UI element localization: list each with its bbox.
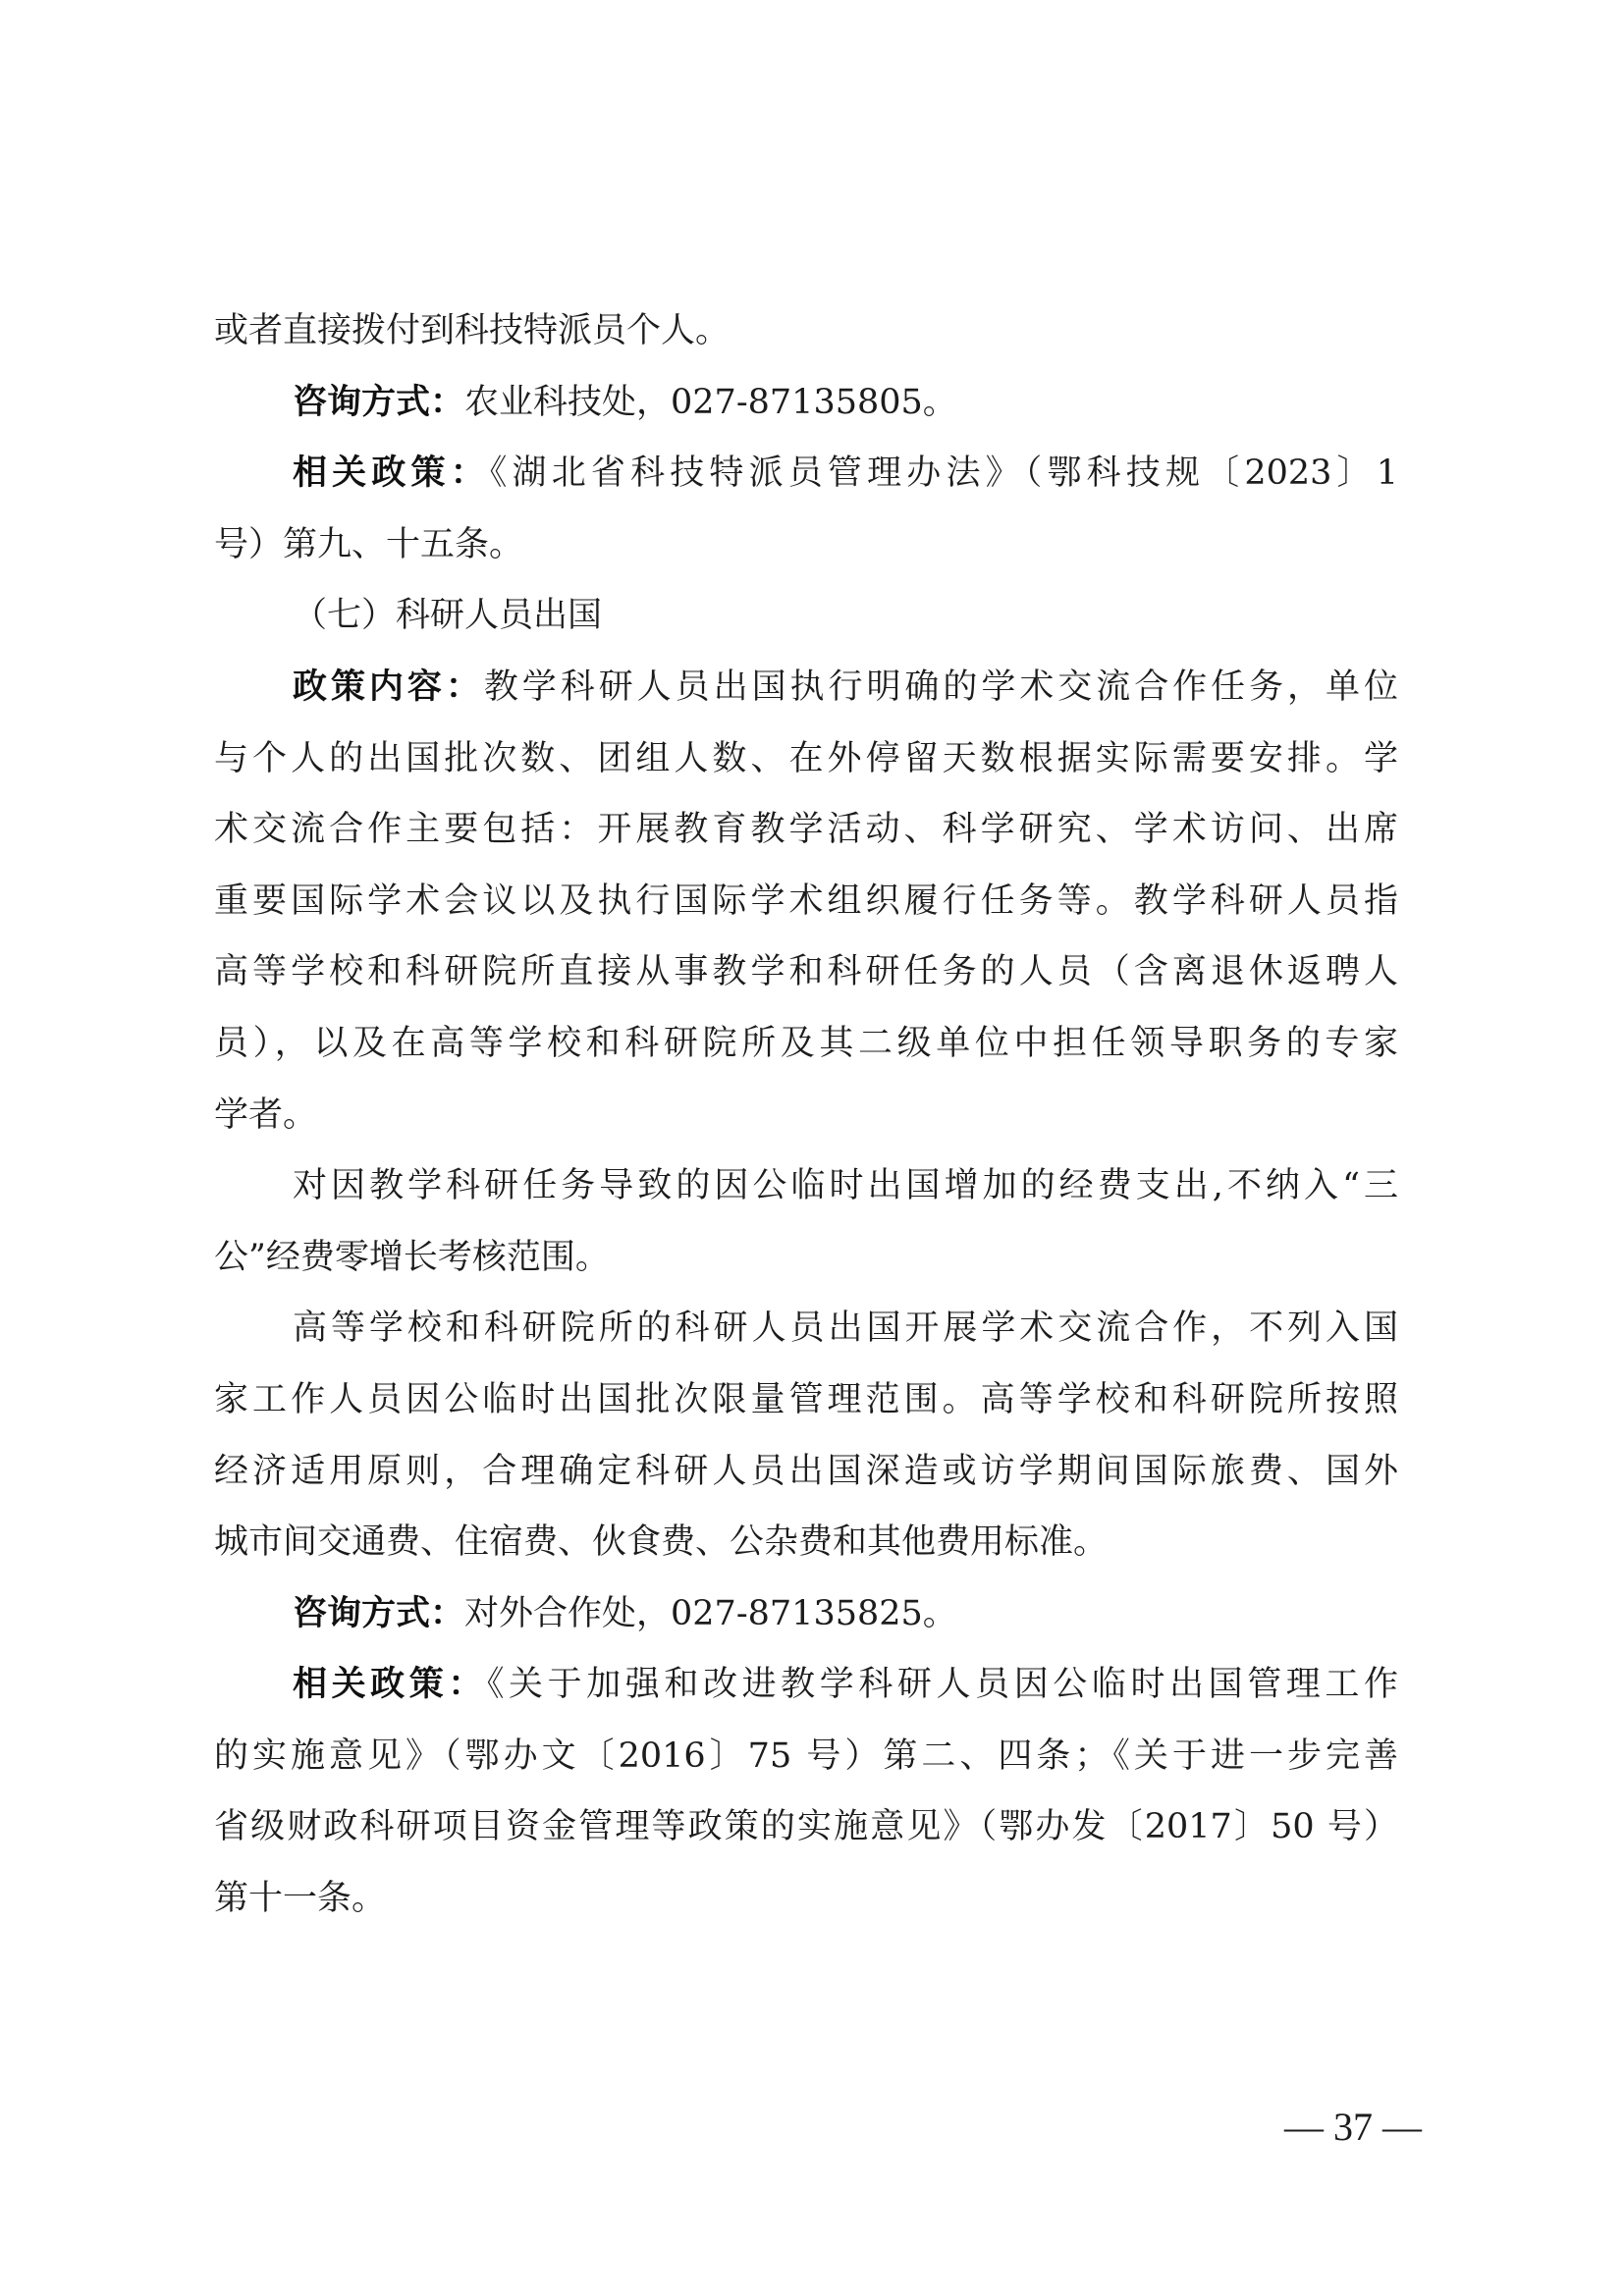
policy-text: 《关于加强和改进教学科研人员因公临时出国管理工作 bbox=[486, 1665, 1398, 1705]
content-line: 高等学校和科研院所直接从事教学和科研任务的人员（含离退休返聘人 bbox=[214, 952, 1398, 992]
paragraph-line: 城市间交通费、住宿费、伙食费、公杂费和其他费用标准。 bbox=[214, 1522, 1109, 1563]
policy-line: 的实施意见》（鄂办文〔2016〕75 号）第二、四条；《关于进一步完善 bbox=[214, 1735, 1398, 1776]
paragraph-line: 高等学校和科研院所的科研人员出国开展学术交流合作，不列入国 bbox=[293, 1308, 1398, 1349]
consult-agri-tech bbox=[214, 367, 1398, 439]
consult-text: 农业科技处，027-87135805。 bbox=[464, 382, 957, 422]
content-label: 政策内容： bbox=[293, 667, 484, 707]
section-heading: （七）科研人员出国 bbox=[293, 596, 603, 636]
content-text: 教学科研人员出国执行明确的学术交流合作任务，单位 bbox=[483, 667, 1398, 707]
paragraph-quota bbox=[214, 1293, 1398, 1577]
content-line bbox=[214, 652, 1398, 723]
related-policy-tech-envoy bbox=[214, 438, 1398, 580]
paragraph-line: 或者直接拨付到科技特派员个人。 bbox=[214, 311, 731, 350]
paragraph-line: 家工作人员因公临时出国批次限量管理范围。高等学校和科研院所按照 bbox=[214, 1379, 1398, 1419]
body-text bbox=[214, 295, 1398, 1935]
content-line: 术交流合作主要包括：开展教育教学活动、科学研究、学术访问、出席 bbox=[214, 810, 1398, 850]
paragraph-line: 对因教学科研任务导致的因公临时出国增加的经费支出,不纳入“三 bbox=[293, 1166, 1398, 1206]
content-line: 重要国际学术会议以及执行国际学术组织履行任务等。教学科研人员指 bbox=[214, 881, 1398, 921]
policy-text: 《湖北省科技特派员管理办法》（鄂科技规〔2023〕1 bbox=[489, 454, 1398, 494]
policy-content bbox=[214, 652, 1398, 1150]
content-line: 与个人的出国批次数、团组人数、在外停留天数根据实际需要安排。学 bbox=[214, 738, 1398, 778]
paragraph-funding bbox=[214, 1150, 1398, 1293]
paragraph-continuation bbox=[214, 295, 1398, 367]
consult-line bbox=[214, 1578, 1398, 1650]
content-line: 员），以及在高等学校和科研院所及其二级单位中担任领导职务的专家 bbox=[214, 1023, 1398, 1063]
policy-line: 号）第九、十五条。 bbox=[214, 524, 524, 564]
consult-text: 对外合作处，027-87135825。 bbox=[464, 1593, 957, 1633]
consult-foreign-cooperation bbox=[214, 1578, 1398, 1650]
paragraph-line: 经济适用原则，合理确定科研人员出国深造或访学期间国际旅费、国外 bbox=[214, 1451, 1398, 1491]
policy-line: 省级财政科研项目资金管理等政策的实施意见》（鄂办发〔2017〕50 号） bbox=[214, 1807, 1398, 1847]
related-policy-overseas bbox=[214, 1649, 1398, 1934]
policy-label: 相关政策： bbox=[293, 454, 490, 494]
policy-line bbox=[214, 438, 1398, 509]
content-line: 学者。 bbox=[214, 1095, 318, 1135]
consult-label: 咨询方式： bbox=[293, 382, 465, 422]
policy-label: 相关政策： bbox=[293, 1665, 487, 1705]
policy-line bbox=[214, 1649, 1398, 1721]
paragraph-line: 公”经费零增长考核范围。 bbox=[214, 1237, 610, 1277]
consult-label: 咨询方式： bbox=[293, 1593, 465, 1633]
page-number: — 37 — bbox=[1284, 2105, 1422, 2149]
policy-line: 第十一条。 bbox=[214, 1879, 387, 1919]
consult-line bbox=[214, 367, 1398, 439]
